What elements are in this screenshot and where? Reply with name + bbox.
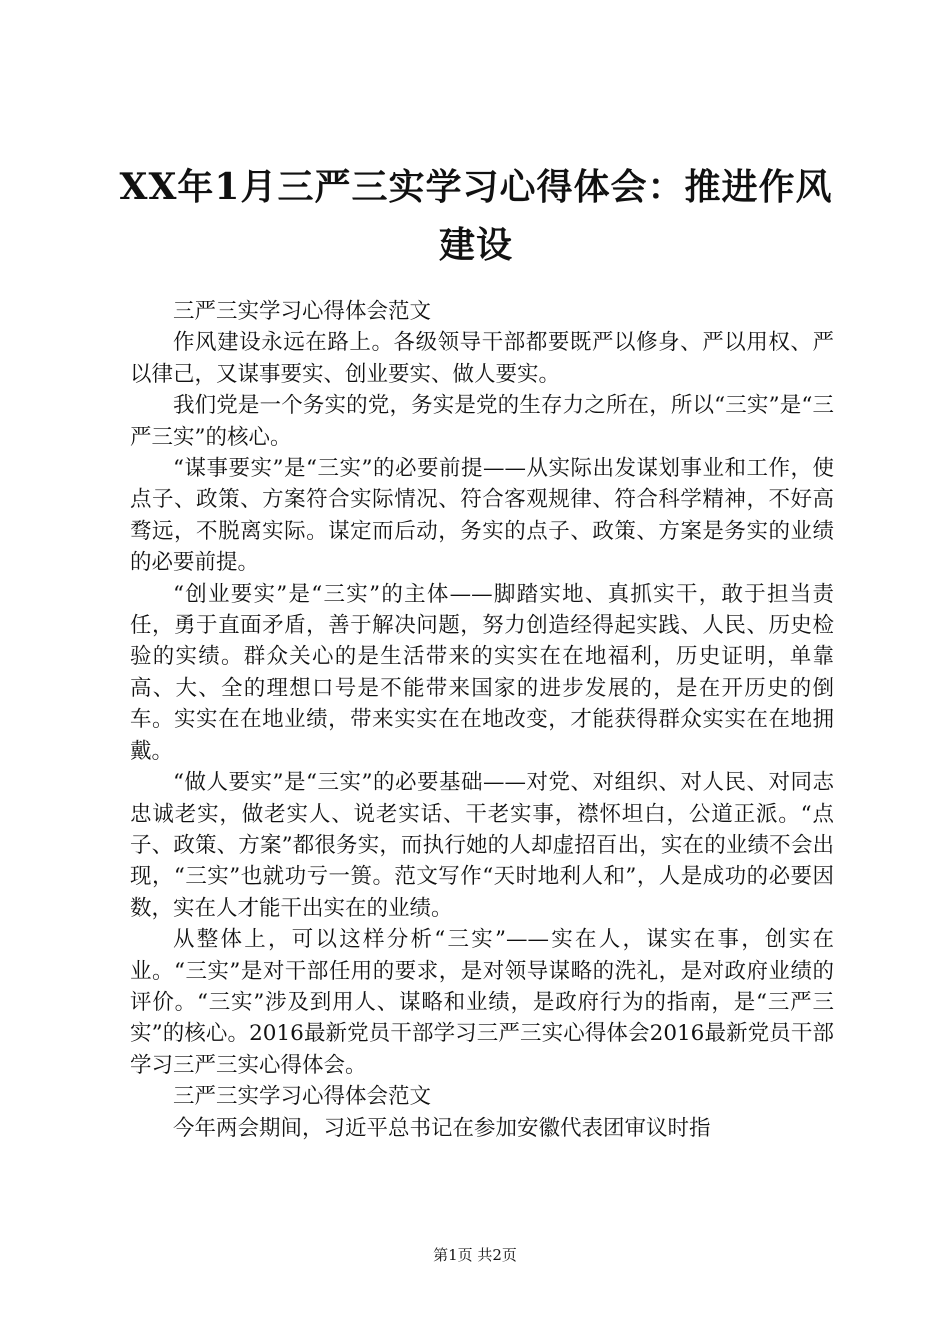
paragraph: “创业要实”是“三实”的主体——脚踏实地、真抓实干，敢于担当责任，勇于直面矛盾，善于解决问题，努力创造经得起实践、人民、历史检验的实绩。群众关心的是生活带来的实实在在地福利，历史证明，单靠高、大、全的理想口号是不能带来国家的进步发展的，是在开历史的倒车。实实在在地业绩，带来实实在在地改变，才能获得群众实实在在地拥戴。 [130, 581, 834, 764]
document-body [130, 296, 834, 1144]
paragraph: 从整体上，可以这样分析“三实”——实在人，谋实在事，创实在业。“三实”是对干部任用的要求，是对领导谋略的洗礼，是对政府业绩的评价。“三实”涉及到用人、谋略和业绩，是政府行为的指南，是“三严三实”的核心。2016最新党员干部学习三严三实心得体会2016最新党员干部学习三严三实心得体会。 [130, 927, 834, 1078]
paragraph: 今年两会期间，习近平总书记在参加安徽代表团审议时指 [173, 1115, 711, 1141]
document-title: XX年1月三严三实学习心得体会：推进作风建设 [119, 166, 833, 266]
page-footer: 第1页 共2页 [433, 1246, 517, 1264]
paragraph: 我们党是一个务实的党，务实是党的生存力之所在，所以“三实”是“三严三实”的核心。 [130, 393, 834, 450]
paragraph: 三严三实学习心得体会范文 [173, 299, 432, 324]
paragraph: 作风建设永远在路上。各级领导干部都要既严以修身、严以用权、严以律己，又谋事要实、创业要实、做人要实。 [130, 330, 834, 387]
paragraph: “做人要实”是“三实”的必要基础——对党、对组织、对人民、对同志忠诚老实，做老实人、说老实话、干老实事，襟怀坦白，公道正派。“点子、政策、方案”都很务实，而执行她的人却虚招百出，实在的业绩不会出现，“三实”也就功亏一篑。范文写作“天时地利人和”，人是成功的必要因数，实在人才能干出实在的业绩。 [130, 770, 834, 921]
paragraph: 三严三实学习心得体会范文 [173, 1084, 432, 1110]
paragraph: “谋事要实”是“三实”的必要前提——从实际出发谋划事业和工作，使点子、政策、方案符合实际情况、符合客观规律、符合科学精神，不好高骛远，不脱离实际。谋定而后动，务实的点子、政策、方案是务实的业绩的必要前提。 [130, 456, 834, 576]
